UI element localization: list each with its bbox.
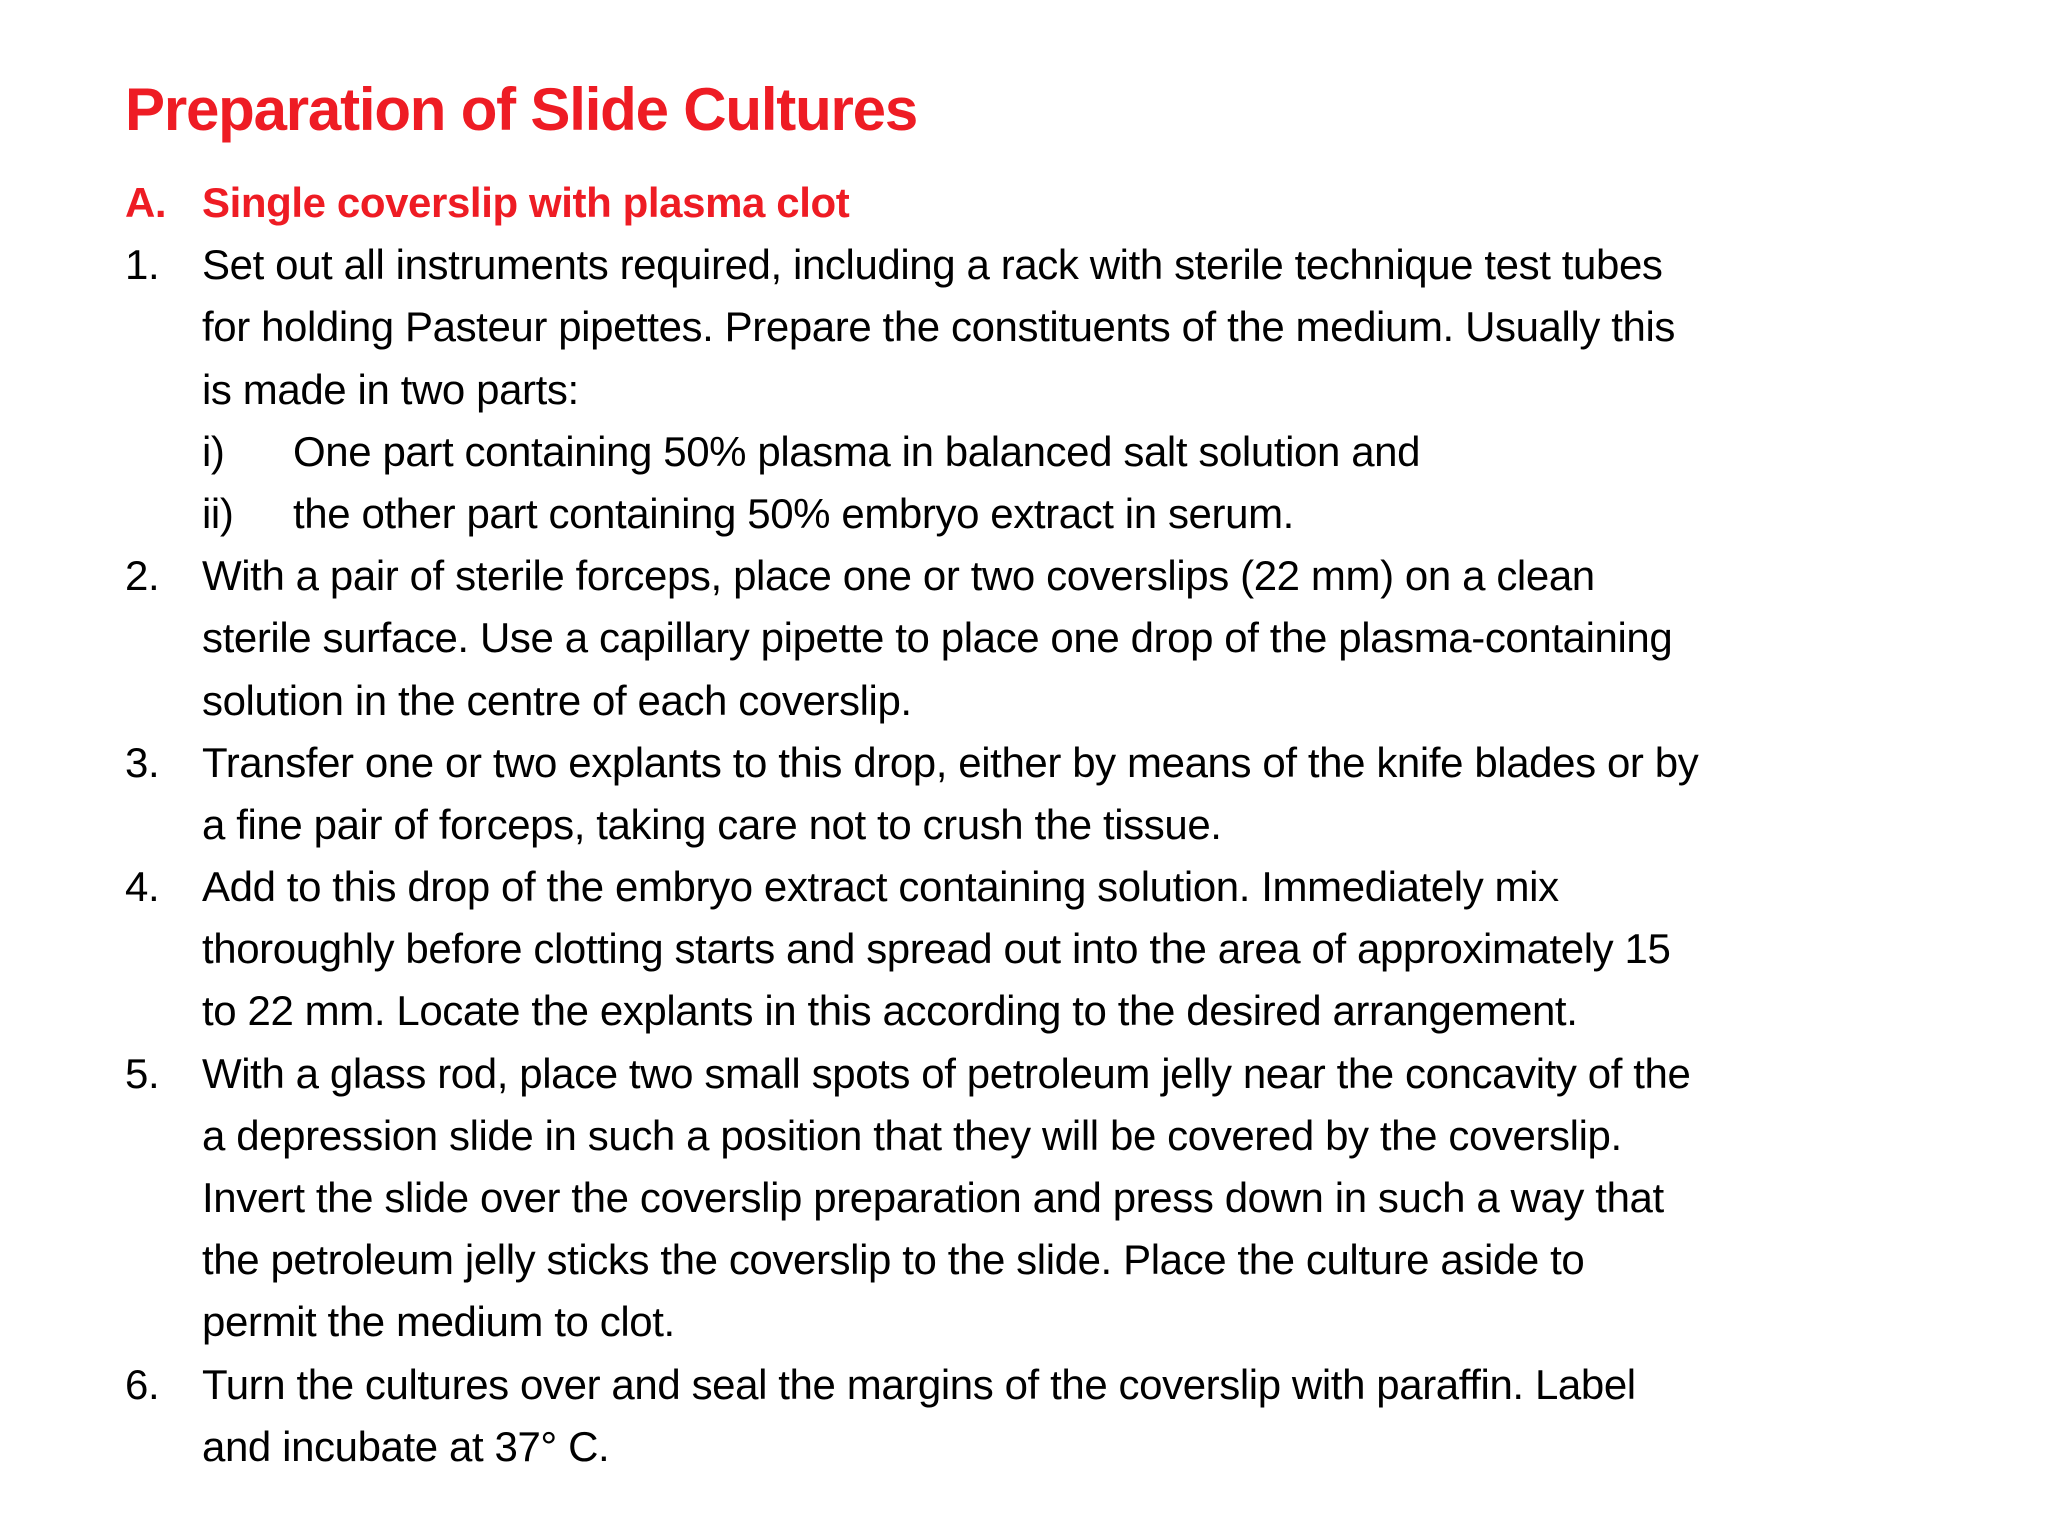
step-text: With a pair of sterile forceps, place one or two coverslips (22 mm) on a clean <box>202 552 1595 600</box>
step-line <box>125 1167 1985 1229</box>
step-text: sterile surface. Use a capillary pipette to place one drop of the plasma-containing <box>202 614 1673 662</box>
slide-title: Preparation of Slide Cultures <box>125 76 918 143</box>
step-text: a depression slide in such a position that they will be covered by the coverslip. <box>202 1111 1622 1159</box>
step-text: Turn the cultures over and seal the margins of the coverslip with paraffin. Label <box>202 1360 1636 1408</box>
step-line <box>125 856 1985 918</box>
step-4 <box>125 856 1985 1043</box>
step-text: permit the medium to clot. <box>202 1298 675 1346</box>
sub-item-marker: ii) <box>202 489 234 537</box>
step-line <box>125 1229 1985 1291</box>
step-line <box>125 794 1985 856</box>
step-line <box>125 607 1985 669</box>
sub-item-1 <box>125 421 1985 483</box>
section-marker: A. <box>125 179 167 226</box>
step-text: Set out all instruments required, including a rack with sterile technique test tubes <box>202 241 1663 289</box>
step-line <box>125 545 1985 607</box>
step-number: 2. <box>125 552 160 600</box>
step-line <box>125 980 1985 1042</box>
step-line <box>125 234 1985 296</box>
step-number: 4. <box>125 863 160 911</box>
step-5 <box>125 1043 1985 1354</box>
section-heading-text: Single coverslip with plasma clot <box>202 179 850 226</box>
step-number: 6. <box>125 1360 160 1408</box>
step-line <box>125 670 1985 732</box>
step-line <box>125 359 1985 421</box>
slide-body <box>125 172 1985 1478</box>
step-text: Add to this drop of the embryo extract containing solution. Immediately mix <box>202 863 1559 911</box>
step-text: a fine pair of forceps, taking care not to crush the tissue. <box>202 800 1222 848</box>
step-text: With a glass rod, place two small spots of petroleum jelly near the concavity of the <box>202 1049 1691 1097</box>
step-line <box>125 918 1985 980</box>
step-line <box>125 296 1985 358</box>
step-line <box>125 1416 1985 1478</box>
step-line <box>125 1043 1985 1105</box>
step-2 <box>125 545 1985 732</box>
step-text: to 22 mm. Locate the explants in this according to the desired arrangement. <box>202 987 1578 1035</box>
step-text: Invert the slide over the coverslip preparation and press down in such a way that <box>202 1174 1664 1221</box>
step-text: is made in two parts: <box>202 365 579 413</box>
step-line <box>125 1354 1985 1416</box>
step-number: 3. <box>125 738 160 786</box>
section-heading <box>125 172 1985 234</box>
step-number: 5. <box>125 1049 160 1097</box>
step-line <box>125 1291 1985 1353</box>
step-text: solution in the centre of each coverslip. <box>202 676 912 724</box>
step-text: thoroughly before clotting starts and spread out into the area of approximately 15 <box>202 925 1671 973</box>
step-text: for holding Pasteur pipettes. Prepare the constituents of the medium. Usually this <box>202 303 1676 351</box>
step-1 <box>125 234 1985 545</box>
step-number: 1. <box>125 241 160 289</box>
step-text: the petroleum jelly sticks the coverslip to the slide. Place the culture aside to <box>202 1236 1585 1284</box>
step-line <box>125 1105 1985 1167</box>
step-text: and incubate at 37° C. <box>202 1422 610 1470</box>
step-6 <box>125 1354 1985 1478</box>
sub-item-2 <box>125 483 1985 545</box>
step-line <box>125 732 1985 794</box>
sub-item-text: the other part containing 50% embryo extract in serum. <box>293 489 1294 537</box>
step-3 <box>125 732 1985 856</box>
step-text: Transfer one or two explants to this drop, either by means of the knife blades or by <box>202 738 1699 786</box>
sub-item-marker: i) <box>202 427 225 475</box>
sub-item-text: One part containing 50% plasma in balanced salt solution and <box>293 427 1421 475</box>
